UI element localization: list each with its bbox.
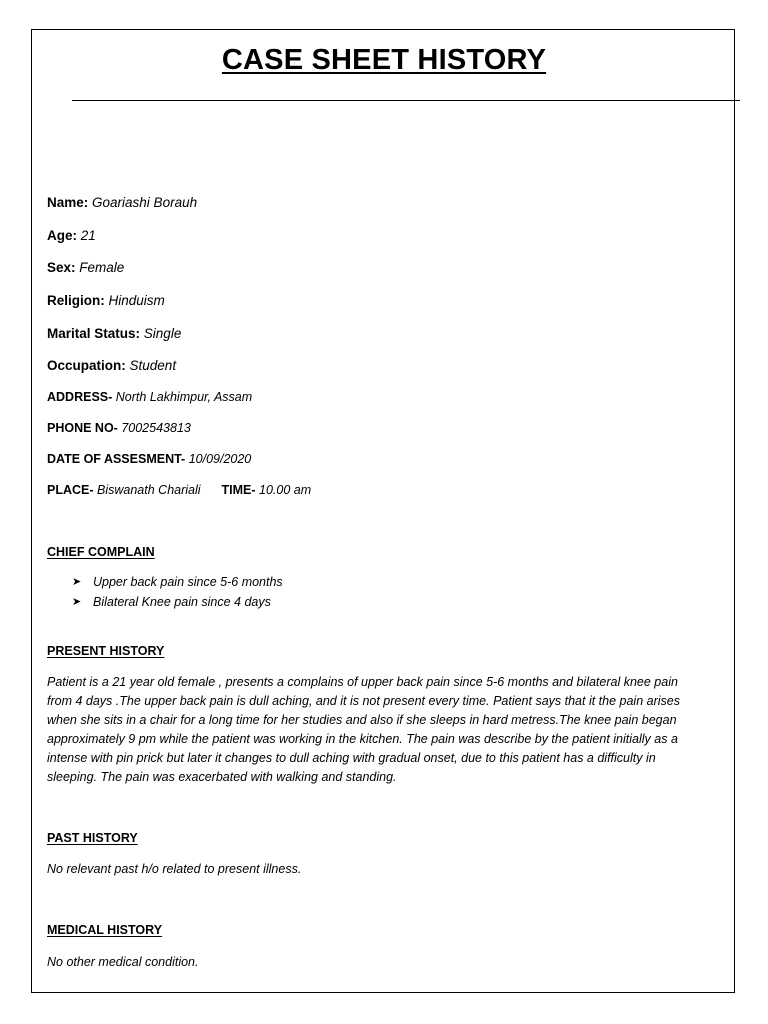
marital-label: Marital Status: — [47, 326, 141, 341]
field-address — [47, 390, 252, 404]
paragraph-line: approximately 9 pm while the patient was working in the kitchen. The pain was describe by the patient initially as a — [47, 732, 678, 746]
chief-complaint-list — [72, 572, 283, 612]
field-sex — [47, 260, 124, 275]
religion-value: Hinduism — [108, 293, 165, 308]
address-label: ADDRESS- — [47, 390, 113, 404]
address-value: North Lakhimpur, Assam — [115, 390, 253, 404]
phone-value: 7002543813 — [121, 421, 191, 435]
field-occupation — [47, 358, 176, 373]
paragraph-line: when she sits in a chair for a long time for her studies and also if she sleeps in hard metress.The knee pain began — [47, 713, 677, 727]
place-value: Biswanath Chariali — [97, 483, 201, 497]
field-name — [47, 195, 197, 210]
field-religion — [47, 293, 165, 308]
arrow-bullet-icon: ➤ — [72, 576, 82, 588]
complaint-text: Upper back pain since 5-6 months — [93, 575, 283, 589]
page-title: CASE SHEET HISTORY — [221, 44, 547, 76]
field-phone — [47, 421, 191, 435]
religion-label: Religion: — [47, 293, 105, 308]
list-item — [72, 592, 283, 612]
field-place-time — [47, 483, 311, 497]
paragraph-line: from 4 days .The upper back pain is dull aching, and it is not present every time. Patient says that it the pain arises — [47, 694, 680, 708]
occupation-value: Student — [129, 358, 177, 373]
marital-value: Single — [143, 326, 182, 341]
time-value: 10.00 am — [259, 483, 312, 497]
field-marital-status — [47, 326, 181, 341]
sex-value: Female — [79, 260, 125, 275]
date-label: DATE OF ASSESMENT- — [47, 452, 186, 466]
field-assessment-date — [47, 452, 251, 466]
occupation-label: Occupation: — [47, 358, 126, 373]
medical-history-text: No other medical condition. — [47, 955, 199, 969]
name-value: Goariashi Borauh — [92, 195, 198, 210]
medical-history-heading: MEDICAL HISTORY — [47, 923, 163, 937]
present-history-heading: PRESENT HISTORY — [47, 644, 165, 658]
age-value: 21 — [80, 228, 96, 243]
time-label: TIME- — [221, 483, 256, 497]
paragraph-line: intense with pin prick but later it changes to dull aching with gradual onset, due to this patient has a difficulty in — [47, 751, 656, 765]
age-label: Age: — [47, 228, 77, 243]
title-divider — [72, 100, 740, 101]
past-history-heading: PAST HISTORY — [47, 831, 138, 845]
name-label: Name: — [47, 195, 89, 210]
place-label: PLACE- — [47, 483, 94, 497]
page-border — [31, 29, 735, 993]
past-history-text: No relevant past h/o related to present illness. — [47, 862, 302, 876]
present-history-text — [47, 673, 719, 787]
chief-complaint-heading: CHIEF COMPLAIN — [47, 545, 155, 559]
list-item — [72, 572, 283, 592]
sex-label: Sex: — [47, 260, 76, 275]
paragraph-line: sleeping. The pain was exacerbated with walking and standing. — [47, 770, 397, 784]
complaint-text: Bilateral Knee pain since 4 days — [93, 595, 271, 609]
paragraph-line: Patient is a 21 year old female , presents a complains of upper back pain since 5-6 months and bilateral knee pain — [47, 675, 678, 689]
field-age — [47, 228, 96, 243]
date-value: 10/09/2020 — [188, 452, 252, 466]
phone-label: PHONE NO- — [47, 421, 118, 435]
arrow-bullet-icon: ➤ — [72, 596, 82, 608]
